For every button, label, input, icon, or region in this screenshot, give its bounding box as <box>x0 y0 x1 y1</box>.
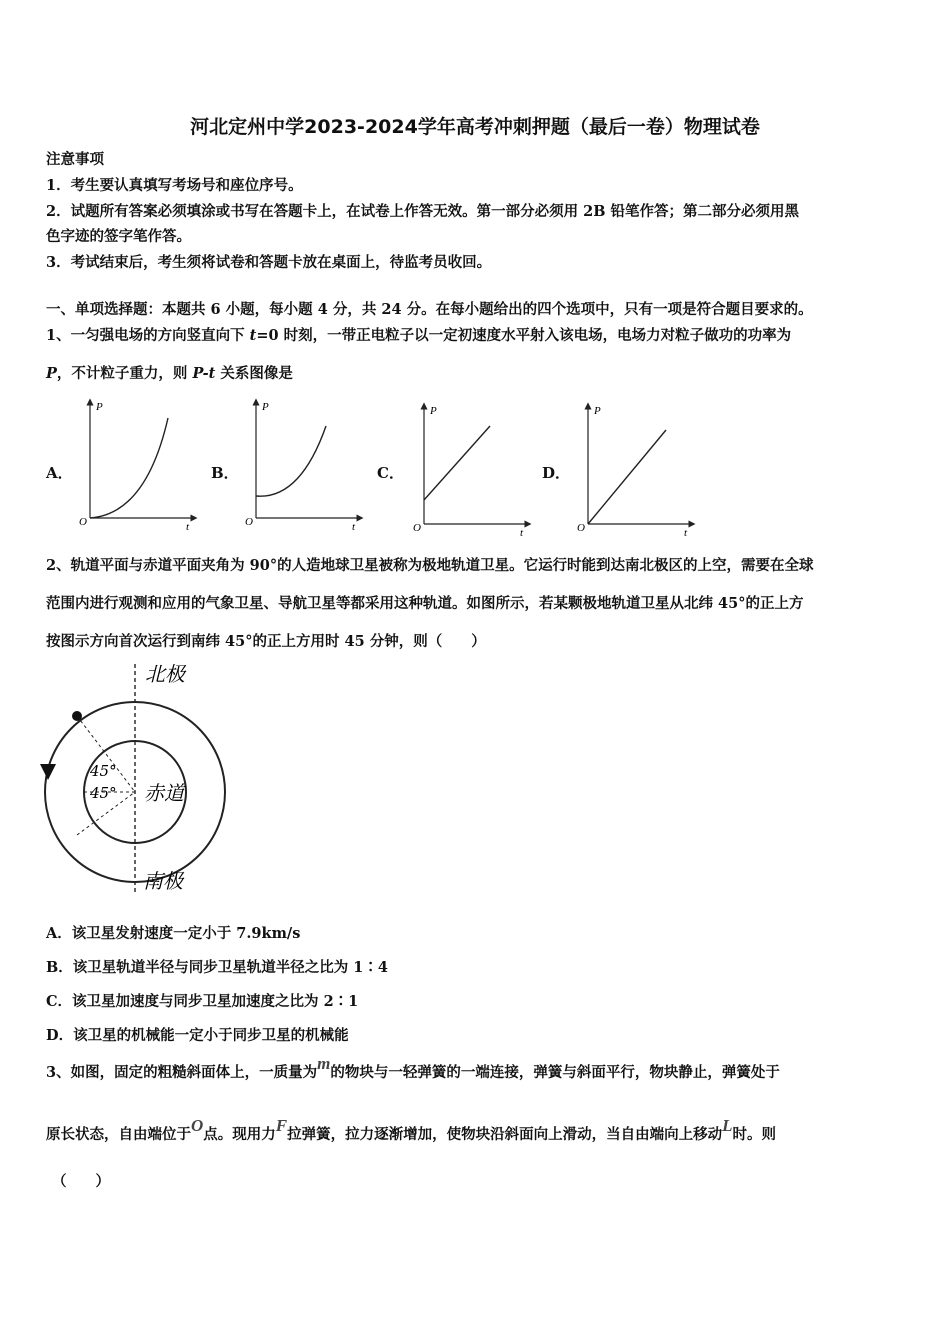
q3-line-2: 原长状态，自由端位于O点。现用力F拉弹簧，拉力逐渐增加，使物块沿斜面向上滑动，当自由端向上移动L时。则 <box>46 1116 777 1143</box>
q1-graph-d <box>574 400 699 544</box>
axis-label-p: P <box>262 401 269 413</box>
q1-option-a-label: A． <box>46 464 73 482</box>
angle-label-south: 45° <box>90 784 117 802</box>
q3-line-1: 3、如图，固定的粗糙斜面体上，一质量为m的物块与一轻弹簧的一端连接，弹簧与斜面平行，物块静止，弹簧处于 <box>46 1054 780 1081</box>
origin-label: O <box>79 516 87 528</box>
axis-label-p: P <box>594 405 601 417</box>
axis-label-t: t <box>352 521 356 533</box>
axis-label-t: t <box>186 521 190 533</box>
axis-label-p: P <box>430 405 437 417</box>
q1-graph-b <box>242 396 367 540</box>
south-pole-label: 南极 <box>143 869 183 893</box>
page-title: 河北定州中学2023-2024学年高考冲刺押题（最后一卷）物理试卷 <box>190 116 760 138</box>
origin-label: O <box>413 522 421 534</box>
origin-label: O <box>245 516 253 528</box>
axis-label-t: t <box>684 527 688 539</box>
q2-option-b: B．该卫星轨道半径与同步卫星轨道半径之比为 1∶4 <box>46 959 388 976</box>
q1-option-c-label: C． <box>377 464 404 482</box>
section-1-heading: 一、单项选择题：本题共 6 小题，每小题 4 分，共 24 分。在每小题给出的四个选项中，只有一项是符合题目要求的。 <box>46 301 813 318</box>
notice-item-1: 1．考生要认真填写考场号和座位序号。 <box>46 177 303 194</box>
q1-option-b-label: B． <box>211 464 239 482</box>
q1-line-1: 1、一匀强电场的方向竖直向下 t=0 时刻，一带正电粒子以一定初速度水平射入该电场，电场力对粒子做功的功率为 <box>46 327 792 344</box>
q2-option-d: D．该卫星的机械能一定小于同步卫星的机械能 <box>46 1027 349 1044</box>
q1-graph-a <box>76 396 201 540</box>
q1-graph-c <box>410 400 535 544</box>
q3-answer-blank: （ ） <box>52 1173 110 1190</box>
notice-item-2-cont: 色字迹的签字笔作答。 <box>46 228 191 245</box>
notice-item-2: 2．试题所有答案必须填涂或书写在答题卡上，在试卷上作答无效。第一部分必须用 2B 铅笔作答；第二部分必须用黑 <box>46 203 800 220</box>
axis-label-t: t <box>520 527 524 539</box>
q1-line-2: P，不计粒子重力，则 P-t 关系图像是 <box>46 365 293 382</box>
angle-label-north: 45° <box>90 762 117 780</box>
q2-option-a: A．该卫星发射速度一定小于 7.9km/s <box>46 925 301 942</box>
notice-heading: 注意事项 <box>46 151 104 168</box>
q2-option-c: C．该卫星加速度与同步卫星加速度之比为 2∶1 <box>46 993 359 1010</box>
q2-orbit-figure <box>40 660 240 904</box>
satellite-dot <box>72 711 82 721</box>
notice-item-3: 3．考试结束后，考生须将试卷和答题卡放在桌面上，待监考员收回。 <box>46 254 492 271</box>
q2-line-3: 按图示方向首次运行到南纬 45°的正上方用时 45 分钟，则（ ） <box>46 633 486 650</box>
q2-line-1: 2、轨道平面与赤道平面夹角为 90°的人造地球卫星被称为极地轨道卫星。它运行时能到达南北极区的上空，需要在全球 <box>46 557 814 574</box>
axis-label-p: P <box>96 401 103 413</box>
origin-label: O <box>577 522 585 534</box>
q2-line-2: 范围内进行观测和应用的气象卫星、导航卫星等都采用这种轨道。如图所示，若某颗极地轨道卫星从北纬 45°的正上方 <box>46 595 804 612</box>
q1-option-d-label: D． <box>542 464 571 482</box>
equator-label: 赤道 <box>144 781 184 805</box>
north-pole-label: 北极 <box>145 662 185 686</box>
